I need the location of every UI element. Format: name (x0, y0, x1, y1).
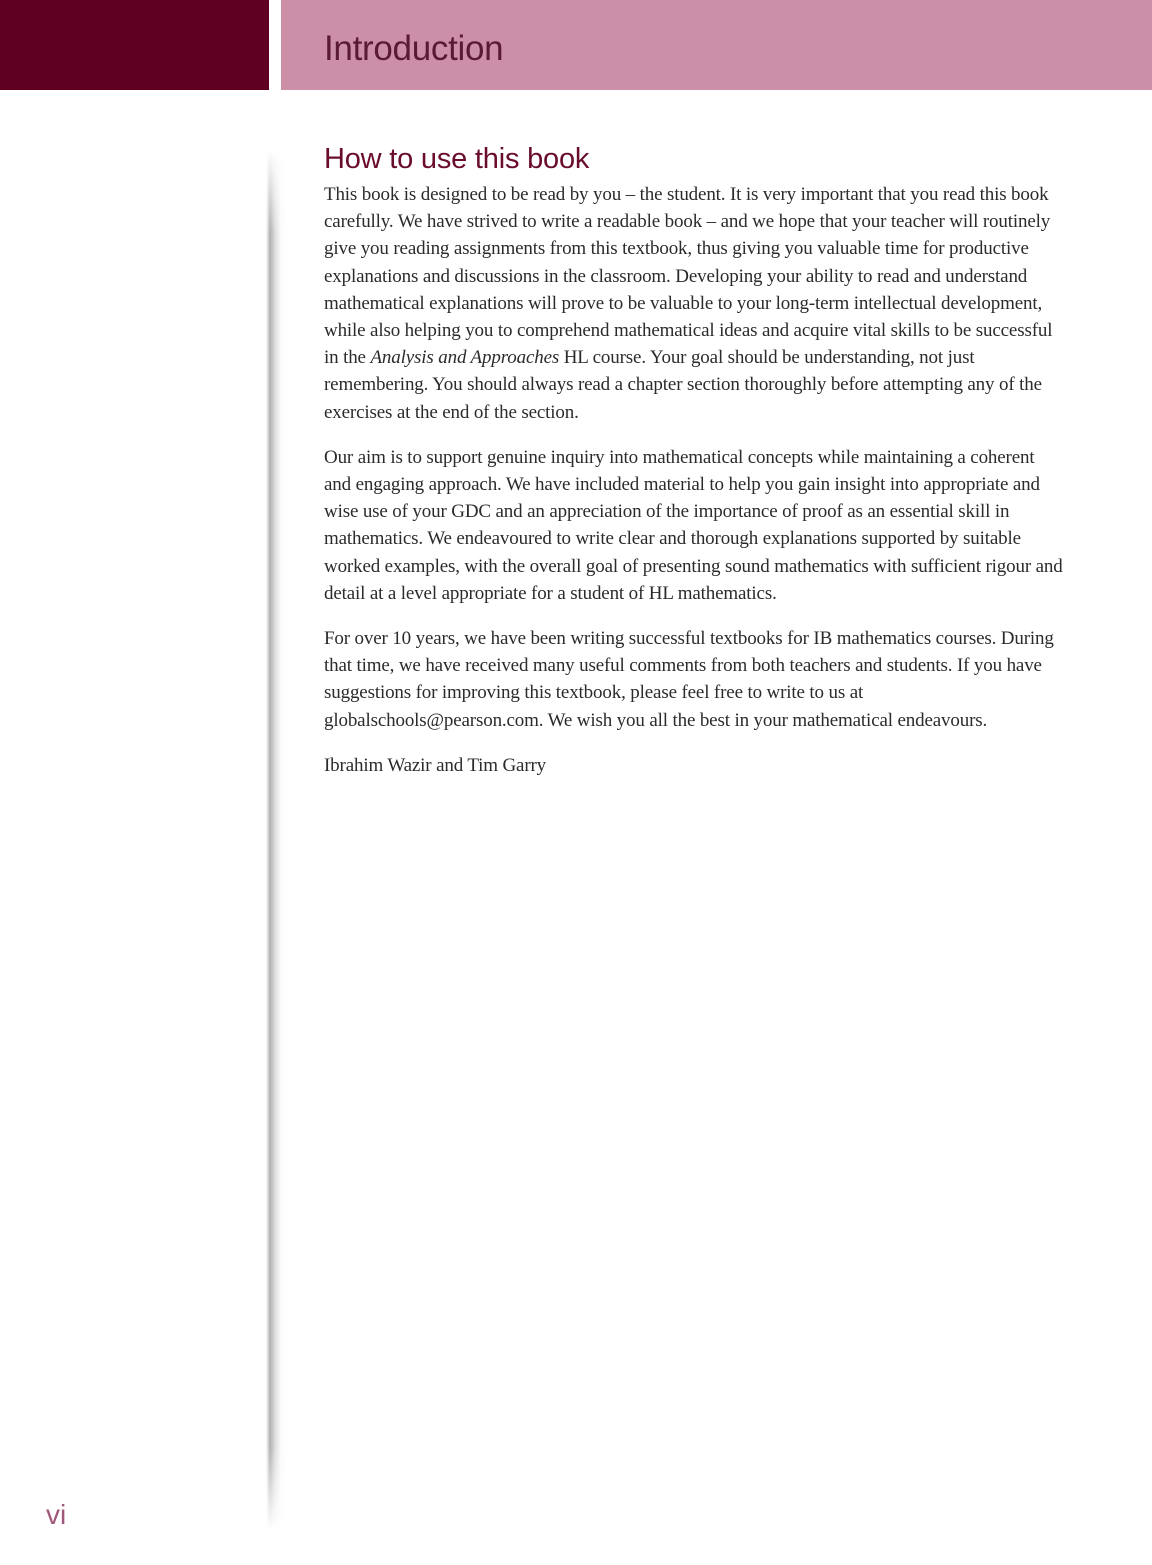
chapter-title: Introduction (324, 29, 504, 68)
paragraph-2: Our aim is to support genuine inquiry into mathematical concepts while maintaining a coherent and engaging approach. We have included material to help you gain insight into appropriate and wise use of your GDC and an appreciation of the importance of proof as an essential skill in mathematics. We endeavoured to write clear and thorough explanations supported by suitable worked examples, with the overall goal of presenting sound mathematics with sufficient rigour and detail at a level appropriate for a student of HL mathematics. (324, 446, 1063, 604)
section-heading: How to use this book (324, 143, 590, 175)
paragraph-1 (324, 181, 1064, 426)
authors-signature: Ibrahim Wazir and Tim Garry (324, 754, 547, 776)
page-number: vi (46, 1499, 67, 1530)
main-content (324, 139, 1064, 779)
paragraph-3: For over 10 years, we have been writing successful textbooks for IB mathematics courses. During that time, we have received many useful comments from both teachers and students. If you have suggestions for improving this textbook, please feel free to write to us at globalschools@pearson.com. We wish you all the best in your mathematical endeavours. (324, 628, 1054, 731)
page-gutter-shadow (266, 150, 286, 1530)
paragraph-1-text-b: HL course. Your goal should be understanding, not just remembering. You should always read a chapter section thoroughly before attempting any of the exercises at the end of the section. (324, 347, 1042, 423)
paragraph-1-text-a: This book is designed to be read by you – the student. It is very important that you read this book carefully. We have strived to write a readable book – and we hope that your teacher will routinely give you reading assignments from this textbook, thus giving you valuable time for productive explanations and discussions in the classroom. Developing your ability to read and understand mathematical explanations will prove to be valuable to your long-term intellectual development, while also helping you to comprehend mathematical ideas and acquire vital skills to be successful in the (324, 184, 1053, 369)
header-dark-block (0, 0, 269, 90)
course-name-italic: Analysis and Approaches (370, 347, 560, 369)
